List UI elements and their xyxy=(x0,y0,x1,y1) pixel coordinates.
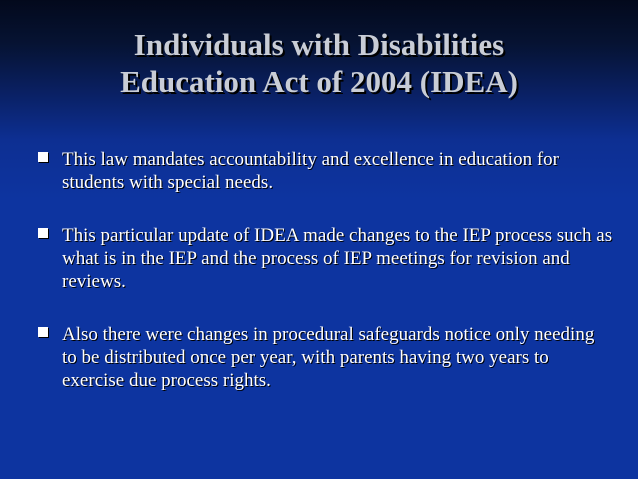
bullet-list xyxy=(38,148,613,392)
bullet-text: This particular update of IDEA made changes to the IEP process such as what is in the IEP and the process of IEP meetings for revision and reviews. xyxy=(62,225,613,292)
square-bullet-icon xyxy=(38,152,48,162)
bullet-text: This law mandates accountability and excellence in education for students with special needs. xyxy=(62,149,559,193)
square-bullet-icon xyxy=(38,327,48,337)
slide-title-line-1: Individuals with Disabilities xyxy=(133,27,505,62)
bullet-item-procedural-safeguards xyxy=(38,323,613,392)
square-bullet-icon xyxy=(38,228,48,238)
bullet-item-iep-changes xyxy=(38,224,613,293)
slide-title xyxy=(0,26,638,100)
bullet-text: Also there were changes in procedural safeguards notice only needing to be distributed once per year, with parents having two years to exercise due process rights. xyxy=(62,324,595,391)
bullet-item-accountability xyxy=(38,148,613,194)
slide-title-line-2: Education Act of 2004 (IDEA) xyxy=(120,64,518,99)
